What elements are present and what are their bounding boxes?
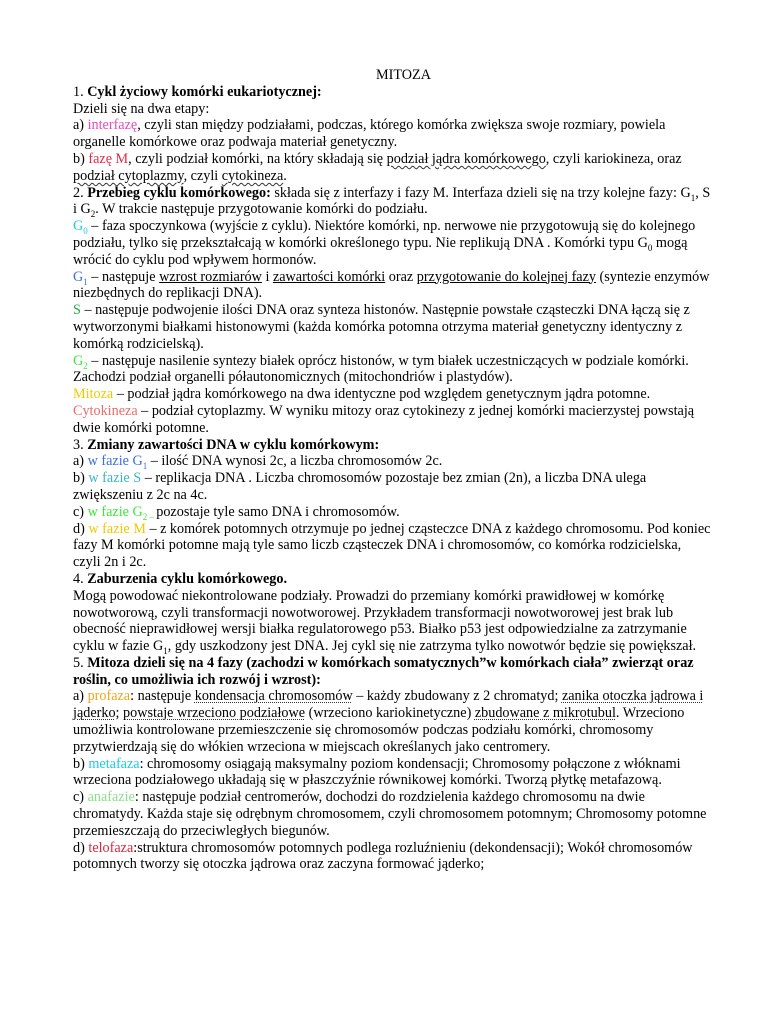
term-faza-g2: w fazie G (87, 503, 143, 520)
item-text: – replikacja DNA . Liczba chromosomów pozostaje bez zmian (2n), a liczba DNA ulega zwiększeniu z 2c na 4c. (73, 470, 647, 503)
phase-text: – podział jądra komórkowego na dwa identyczne pod względem genetycznym jądra potomne. (113, 386, 651, 403)
underlined-phrase: podział jądra komórkowego (386, 150, 546, 167)
phase-text: – następuje nasilenie syntezy białek oprócz histonów, w tym białek uczestniczących w podziale komórki. Zachodzi podział organelli półautonomicznych (mitochondriów i plastydów). (73, 352, 689, 386)
phase-text: – następuje podwojenie ilości DNA oraz synteza histonów. Następnie powstałe cząsteczki DNA łączą się z wytworzonymi białkami histonowymi (każda komórka potomna otrzyma materiał genetyczny identyczny z komórką rodzicielską). (73, 302, 690, 352)
item-text: (wrzeciono kariokinetyczne) (305, 705, 475, 722)
section-heading: Zaburzenia cyklu komórkowego. (87, 570, 288, 587)
section-number: 2. (73, 184, 88, 201)
item-prefix: c) (73, 503, 88, 520)
item-text: – ilość DNA wynosi 2c, a liczba chromosomów 2c. (147, 453, 443, 470)
term-g1: G (73, 268, 84, 285)
item-text: : następuje (130, 688, 195, 705)
section-heading: Cykl życiowy komórki eukariotycznej: (87, 83, 322, 100)
subscript: 2 (90, 209, 96, 220)
phase-s (73, 302, 712, 352)
section-5-item-b (73, 756, 712, 790)
item-text: , czyli kariokineza, oraz (545, 150, 682, 167)
item-text: , czyli stan między podziałami, podczas, którego komórka zwiększa swoje rozmiary, powiela organelle komórkowe oraz podwaja materiał genetyczny. (73, 117, 666, 151)
section-3-item-a (73, 453, 712, 470)
section-number: 5. (73, 654, 88, 671)
item-prefix: d) (73, 839, 89, 856)
section-text: , S i G (73, 184, 711, 218)
subscript: 1 (163, 645, 168, 656)
section-5-item-d (73, 840, 712, 874)
term-mitoza: Mitoza (73, 386, 114, 403)
phase-text: – następuje (87, 268, 160, 285)
term-faza-s: w fazie S (88, 470, 142, 487)
term-metafaza: metafaza (88, 755, 140, 772)
underlined-phrase: cytokineza (221, 167, 284, 184)
document-title: MITOZA (376, 67, 431, 83)
section-3-item-b (73, 470, 712, 504)
item-prefix: a) (73, 117, 88, 134)
item-text: . (283, 167, 287, 184)
term-g2: G (73, 352, 84, 369)
term-faza-m: w fazie M (88, 520, 146, 537)
subscript: 1 (142, 461, 148, 472)
underlined-phrase: zawartości komórki (272, 268, 386, 285)
term-interfaza: interfazę (87, 117, 138, 134)
phase-text: (syntezie enzymów niezbędnych do replikacji DNA). (73, 268, 710, 302)
phase-text: – faza spoczynkowa (wyjście z cyklu). Niektóre komórki, np. nerwowe nie przygotowują się do kolejnego podziału, tylko się przekształcają w komórki określonego typu. Nie replikują DNA . Komórki typu G (73, 218, 696, 251)
item-text: – każdy zbudowany z 2 chromatyd; (352, 688, 562, 705)
section-2-heading (73, 185, 712, 219)
underlined-phrase: podział cytoplazmy (73, 167, 184, 184)
item-text: , czyli (183, 167, 222, 184)
phase-text: oraz (385, 268, 417, 285)
item-text: , czyli podział komórki, na który składają się (128, 150, 387, 167)
term-profaza: profaza (87, 688, 131, 705)
item-prefix: d) (73, 520, 89, 537)
subscript: 0 (647, 242, 653, 253)
phase-text: – podział cytoplazmy. W wyniku mitozy oraz cytokinezy z jednej komórki macierzystej powstają dwie komórki potomne. (73, 402, 695, 436)
section-1-item-b (73, 151, 712, 185)
phase-g2 (73, 353, 712, 387)
item-prefix: a) (73, 453, 88, 470)
section-5-item-c (73, 789, 712, 839)
section-heading: Zmiany zawartości DNA w cyklu komórkowym: (87, 436, 380, 453)
term-faza-g1: w fazie G (87, 453, 143, 470)
item-prefix: b) (73, 470, 89, 487)
underlined-phrase: zbudowane z mikrotubul (474, 705, 616, 722)
term-g0: G (73, 218, 84, 235)
phase-text: mogą wrócić do cyklu pod wpływem hormonów. (73, 234, 688, 268)
section-3-item-c (73, 504, 712, 521)
section-5-item-a (73, 688, 712, 755)
section-1-intro: Dzieli się na dwa etapy: (73, 100, 210, 117)
item-prefix: b) (73, 755, 89, 772)
subscript: 2 – (142, 511, 157, 522)
subscript: 2 (83, 360, 88, 371)
term-cytokineza: Cytokineza (73, 402, 138, 419)
section-5-heading (73, 655, 712, 689)
term-faza-m: fazę M (88, 150, 129, 167)
section-text: . W trakcie następuje przygotowanie komórki do podziału. (95, 201, 428, 218)
item-text: – z komórek potomnych otrzymuje po jednej cząsteczce DNA z każdego chromosomu. Pod koniec fazy M komórki potomne mają tyle samo liczb cząsteczek DNA i chromosomów, co komórka rodzicielska, czyli 2n i 2c. (73, 520, 711, 571)
subscript: 1 (690, 192, 696, 203)
phase-text: i (261, 268, 273, 285)
item-text: pozostaje tyle samo DNA i chromosomów. (156, 503, 400, 520)
section-number: 4. (73, 570, 88, 587)
phase-g1 (73, 269, 712, 303)
subscript: 0 (83, 226, 88, 236)
underlined-phrase: kondensacja chromosomów (194, 688, 353, 705)
subscript: 1 (83, 276, 88, 287)
phase-mitoza (73, 386, 712, 403)
item-text: :struktura chromosomów potomnych podlega rozluźnieniu (dekondensacji); Wokół chromosomów potomnych tworzy się otoczka jądrowa oraz zaczyna formować jąderko; (73, 839, 693, 873)
underlined-phrase: wzrost rozmiarów (159, 268, 262, 285)
phase-cytokineza (73, 403, 712, 437)
section-3-heading (73, 437, 712, 454)
section-heading: Mitoza dzieli się na 4 fazy (zachodzi w komórkach somatycznych”w komórkach ciała” zwierząt oraz roślin, co umożliwia ich rozwój i wzrost): (73, 654, 694, 688)
item-prefix: a) (73, 688, 88, 705)
term-anafaza: anafazie (87, 789, 135, 806)
section-number: 3. (73, 436, 88, 453)
item-text: . Wrzeciono umożliwia kontrolowane przemieszczenie się chromosomów podczas podziału komórki, chromosomy przytwierdzają się do włókien wrzeciona w miejscach określanych jako centromery. (73, 705, 685, 755)
phase-g0 (73, 218, 712, 268)
section-4-heading (73, 571, 712, 588)
item-text: : chromosomy osiągają maksymalny poziom kondensacji; Chromosomy połączone z włóknami wrzeciona podziałowego układają się w płaszczyźnie równikowej komórki. Tworzą płytkę metafazową. (73, 755, 681, 789)
underlined-phrase: przygotowanie do kolejnej fazy (416, 268, 596, 285)
item-prefix: b) (73, 150, 89, 167)
section-3-item-d (73, 521, 712, 571)
section-1-heading (73, 84, 712, 101)
section-4-text (73, 588, 712, 655)
underlined-phrase: zanika otoczka jądrowa i jąderko (73, 688, 704, 722)
term-s: S (73, 302, 81, 319)
section-text: Mogą powodować niekontrolowane podziały. Prowadzi do przemiany komórki prawidłowej w komórkę nowotworową, czyli transformacji nowotworowej. Przykładem transformacji nowotworowej jest brak lub obecność nieprawidłowej wersji białka regulatorowego p53. Białko p53 jest odpowiedzialne za zatrzymanie cyklu w fazie G (73, 587, 687, 655)
item-prefix: c) (73, 789, 88, 806)
section-text: , gdy uszkodzony jest DNA. Jej cykl się nie zatrzyma tylko nowotwór będzie się powiększał. (167, 638, 697, 655)
term-telofaza: telofaza (88, 839, 134, 856)
section-text: składa się z interfazy i fazy M. Interfaza dzieli się na trzy kolejne fazy: G (270, 184, 691, 201)
section-number: 1. (73, 83, 88, 100)
section-1-item-a (73, 117, 712, 151)
item-text: ; (115, 705, 124, 722)
section-heading: Przebieg cyklu komórkowego: (87, 184, 271, 201)
underlined-phrase: powstaje wrzeciono podziałowe (123, 705, 306, 722)
item-text: : następuje podział centromerów, dochodzi do rozdzielenia każdego chromosomu na dwie chromatydy. Każda staje się odrębnym chromosomem, czyli chromosomem potomnym; Chromosomy potomne przemieszczają do przeciwległych biegunów. (73, 789, 707, 839)
